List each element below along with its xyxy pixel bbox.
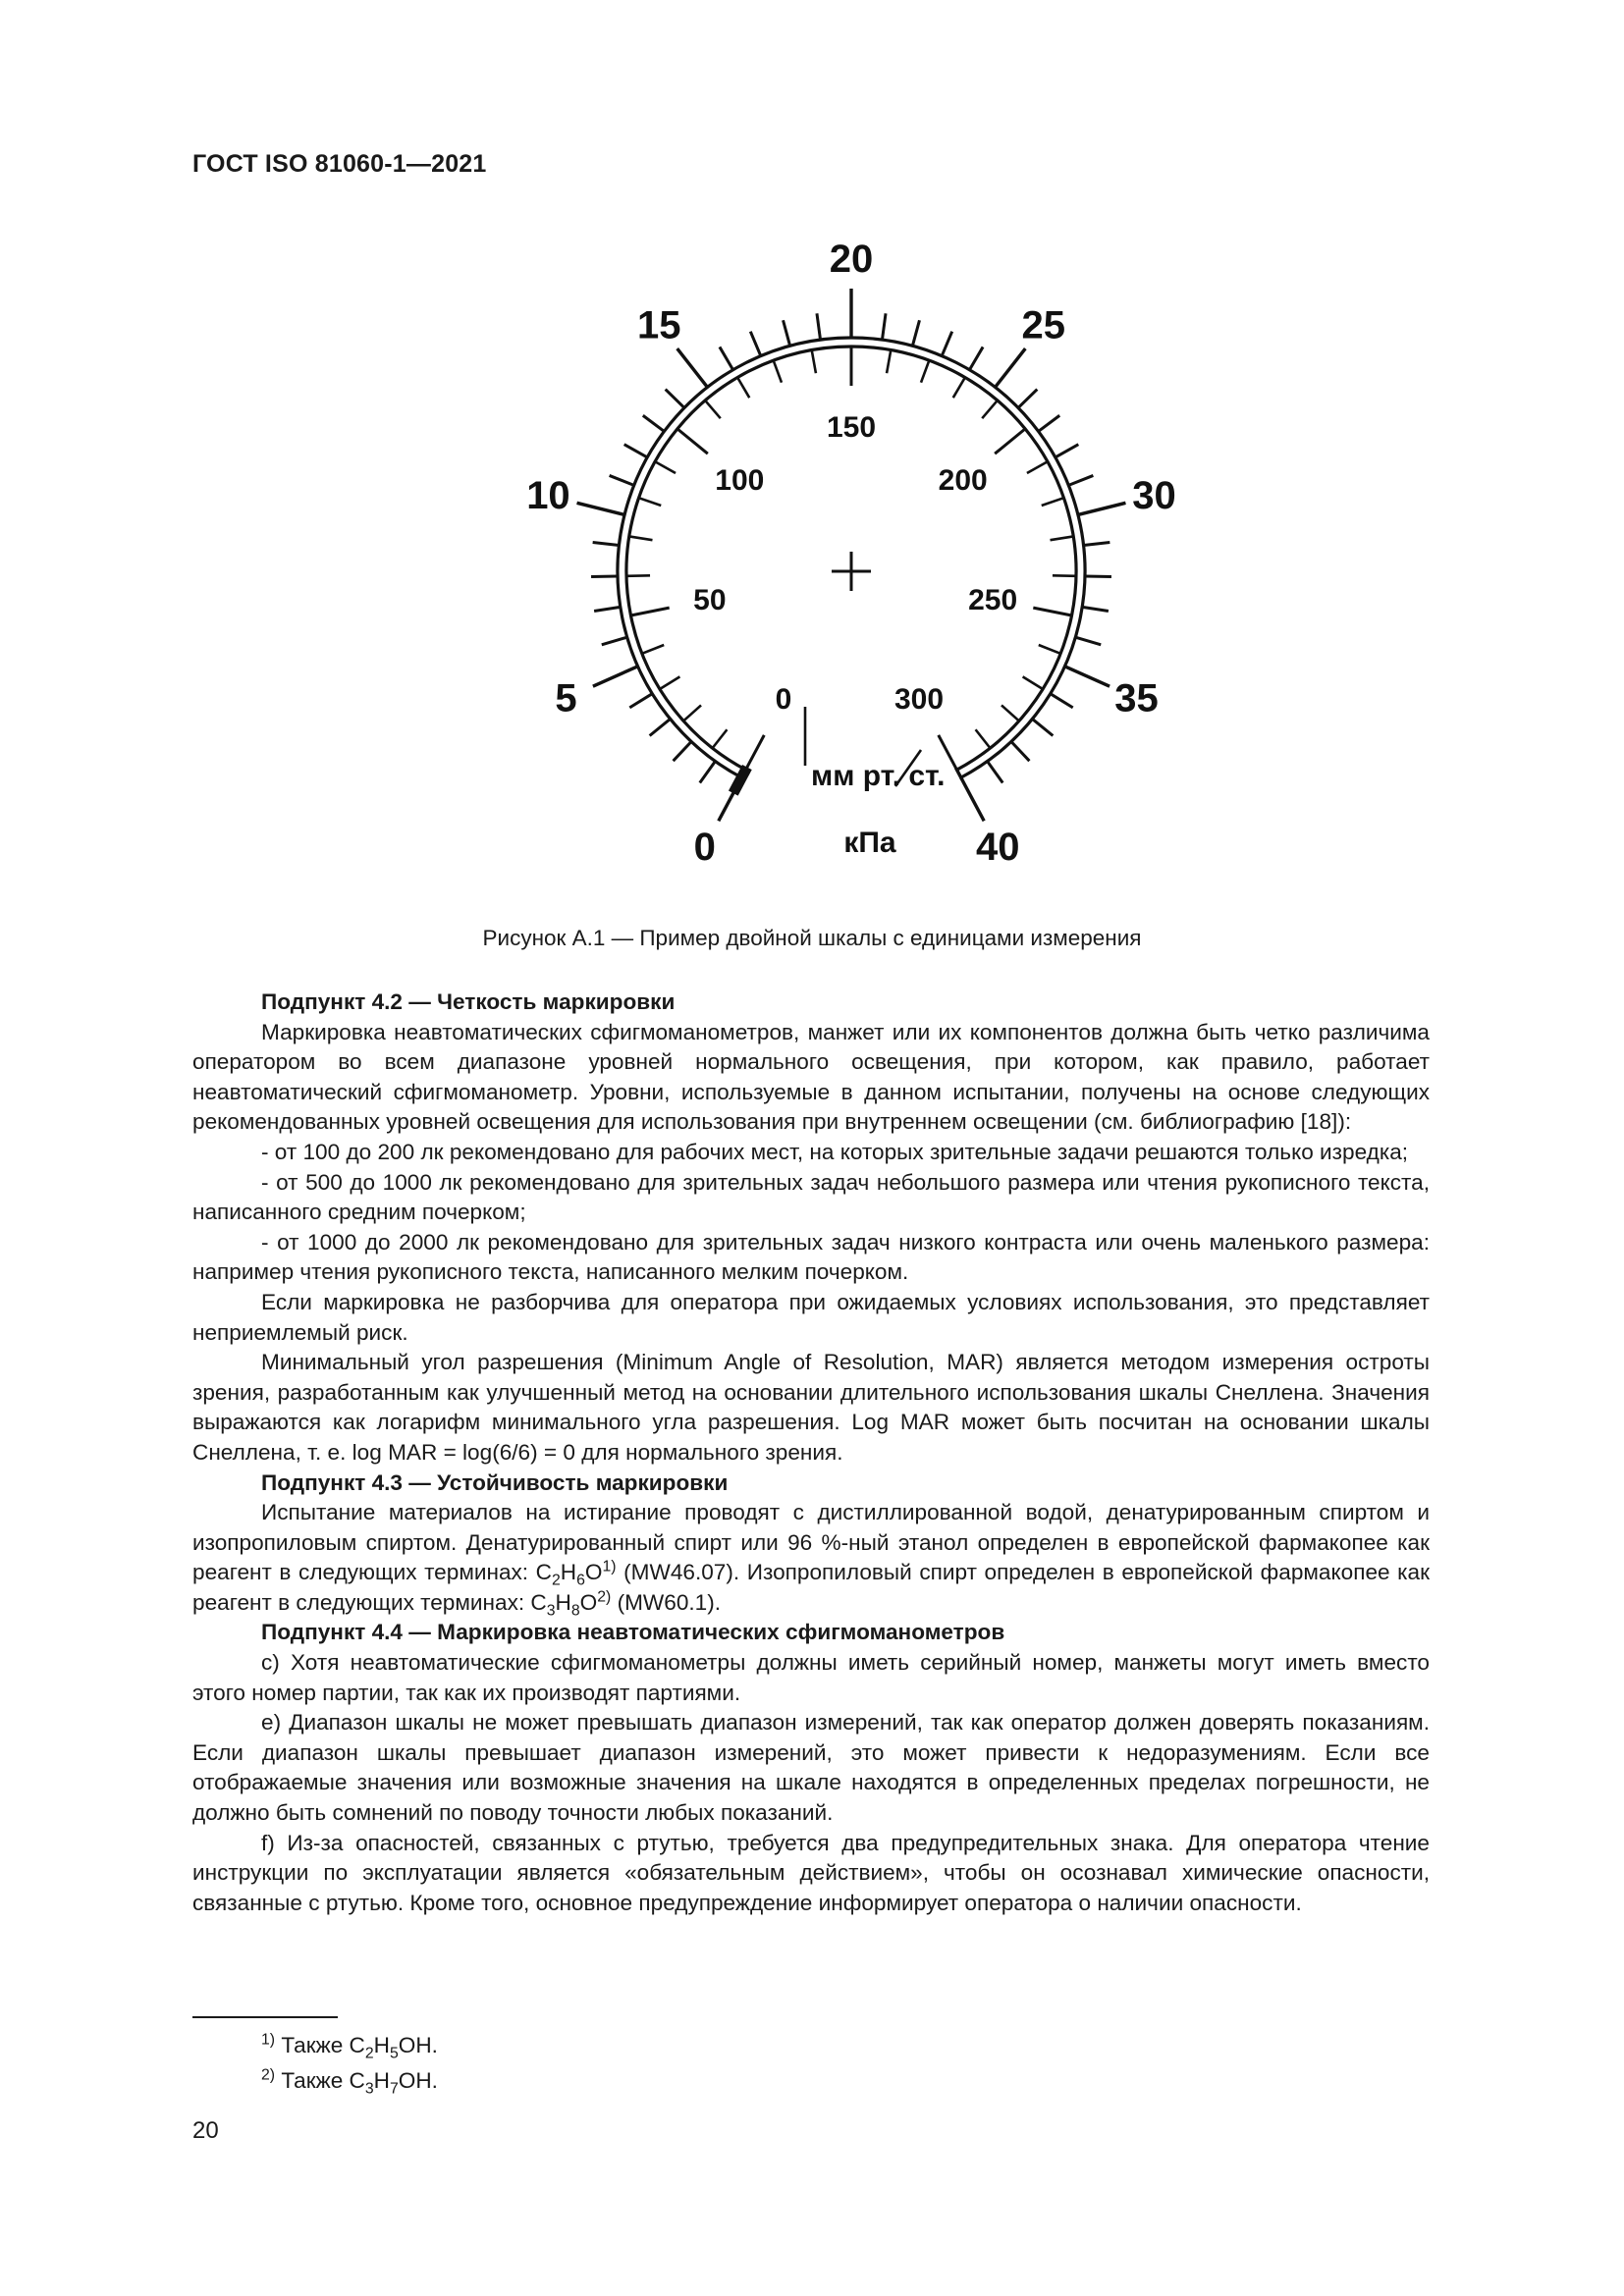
mmhg-scale-label: 300 <box>893 682 945 716</box>
list-item-illuminance-2: - от 500 до 1000 лк рекомендовано для зрительных задач небольшого размера или чтения рукописного текста, написанного средним почерком; <box>192 1169 1430 1225</box>
kpa-minor-tick <box>1018 390 1037 408</box>
kpa-scale-label: 10 <box>526 474 570 518</box>
formula-subscript: 5 <box>389 2045 399 2062</box>
formula-subscript: 7 <box>389 2080 399 2098</box>
mmhg-minor-tick <box>921 360 929 383</box>
kpa-scale-label: 5 <box>555 676 577 721</box>
kpa-minor-tick <box>969 347 983 369</box>
paragraph-mar: Минимальный угол разрешения (Minimum Angle of Resolution, MAR) является методом измерения остроты зрения, разработанным как улучшенный метод на основании длительного использования шкалы Снеллена. Значения выражаются как логарифм минимального угла разрешения. Log MAR может быть посчитан на основании шкалы Снеллена, т. е. log MAR = log(6/6) = 0 для нормального зрения. <box>192 1350 1430 1465</box>
kpa-minor-tick <box>784 320 790 346</box>
page-number: 20 <box>192 2117 219 2144</box>
kpa-major-tick <box>961 777 984 821</box>
formula-element: H <box>560 1560 577 1585</box>
durability-text-c: (MW60.1). <box>611 1589 722 1615</box>
kpa-minor-tick <box>593 542 620 545</box>
kpa-minor-tick <box>700 762 716 783</box>
kpa-minor-tick <box>624 445 648 457</box>
kpa-minor-tick <box>1075 637 1101 645</box>
subsection-4-4-heading: Подпункт 4.4 — Маркировка неавтоматических сфигмоманометров <box>261 1620 1005 1645</box>
kpa-minor-tick <box>643 415 665 431</box>
mmhg-minor-tick <box>705 400 721 418</box>
formula-subscript: 2 <box>552 1572 561 1589</box>
kpa-minor-tick <box>988 762 1003 783</box>
mmhg-minor-tick <box>976 729 991 748</box>
footnote-marker: 2) <box>261 2066 276 2084</box>
mmhg-minor-tick <box>713 729 728 748</box>
paragraph-e: e) Диапазон шкалы не может превышать диапазон измерений, так как оператор должен доверять показаниям. Если диапазон шкалы превышает диапазон измерений, это может привести к недоразумениям. Если все отображаемые значения или возможные значения на шкале находятся в определенных пределах погрешности, не должно быть сомнений по поводу точности любых показаний. <box>192 1710 1430 1826</box>
unit-kpa-label: кПа <box>843 827 896 859</box>
formula-element: OH. <box>398 2033 438 2057</box>
mmhg-minor-tick <box>1051 536 1074 540</box>
kpa-minor-tick <box>1068 475 1093 485</box>
kpa-minor-tick <box>1084 542 1110 545</box>
subsection-4-3-heading: Подпункт 4.3 — Устойчивость маркировки <box>261 1469 729 1495</box>
formula-element: H <box>555 1589 571 1615</box>
kpa-scale-label: 15 <box>636 303 681 347</box>
footnote-1 <box>261 2028 438 2063</box>
footnote-separator <box>192 2016 338 2018</box>
footnote-marker: 1) <box>261 2031 276 2049</box>
mmhg-minor-tick <box>660 676 679 689</box>
kpa-minor-tick <box>674 741 691 761</box>
paragraph-f: f) Из-за опасностей, связанных с ртутью, требуется два предупредительных знака. Для оператора чтение инструкции по эксплуатации является «обязательным действием», чтобы он осознавал химические опасности, связанные с ртутью. Кроме того, основное предупреждение информирует оператора о наличии опасности. <box>192 1830 1430 1915</box>
mmhg-minor-tick <box>1027 461 1048 473</box>
paragraph-risk: Если маркировка не разборчива для оператора при ожидаемых условиях использования, это представляет неприемлемый риск. <box>192 1289 1430 1345</box>
mmhg-minor-tick <box>1001 705 1019 721</box>
footnote-text: Также C <box>275 2033 365 2057</box>
mmhg-minor-tick <box>812 350 816 374</box>
mmhg-major-tick <box>745 735 764 770</box>
mmhg-scale-label: 0 <box>775 682 792 716</box>
kpa-minor-tick <box>594 607 621 611</box>
kpa-minor-tick <box>1082 607 1109 611</box>
paragraph-durability <box>192 1498 1430 1618</box>
durability-text-b: (MW46.07). Изопропиловый спирт определен в европейской фармакопее как реагент в следующих терминах: C <box>192 1560 1430 1615</box>
mmhg-scale-label: 100 <box>715 463 765 497</box>
kpa-minor-tick <box>942 332 951 356</box>
kpa-major-tick <box>1078 503 1126 514</box>
formula-element: O <box>579 1589 598 1615</box>
formula-subscript: 2 <box>364 2045 374 2062</box>
mmhg-minor-tick <box>982 400 998 418</box>
subsection-4-2-heading: Подпункт 4.2 — Четкость маркировки <box>261 989 676 1014</box>
formula-element: O <box>584 1560 603 1585</box>
mmhg-minor-tick <box>629 536 653 540</box>
kpa-minor-tick <box>817 313 821 340</box>
kpa-minor-tick <box>720 347 733 369</box>
mmhg-minor-tick <box>639 498 662 506</box>
mmhg-minor-tick <box>1042 498 1064 506</box>
formula-element: OH. <box>398 2068 438 2093</box>
kpa-scale-label: 30 <box>1132 474 1176 518</box>
kpa-minor-tick <box>1032 719 1053 735</box>
formula-subscript: 3 <box>364 2080 374 2098</box>
mmhg-major-tick <box>1033 608 1071 615</box>
kpa-scale-label: 20 <box>829 238 874 281</box>
kpa-minor-tick <box>1051 694 1073 708</box>
mmhg-minor-tick <box>626 575 650 576</box>
kpa-major-tick <box>1064 667 1110 686</box>
zero-marker <box>733 768 747 793</box>
kpa-scale-label: 25 <box>1021 303 1066 347</box>
kpa-major-tick <box>996 348 1026 387</box>
kpa-minor-tick <box>1011 741 1029 761</box>
kpa-minor-tick <box>650 719 671 735</box>
mmhg-major-tick <box>677 429 708 454</box>
unit-mmhg-label: мм рт. ст. <box>811 760 946 792</box>
kpa-minor-tick <box>1085 576 1111 577</box>
durability-text-a: Испытание материалов на истирание проводят с дистиллированной водой, денатурированным спиртом и изопропиловым спиртом. Денатурированный спирт или 96 %-ный этанол определен в европейской фармакопее как реагент в следующих терминах: C <box>192 1500 1430 1585</box>
mmhg-minor-tick <box>737 377 749 398</box>
paragraph-legibility: Маркировка неавтоматических сфигмоманометров, манжет или их компонентов должна быть четко различима оператором во всем диапазоне уровней нормального освещения, при котором, как правило, работает неавтоматический сфигмоманометр. Уровни, используемые в данном испытании, получены на основе следующих рекомендованных уровней освещения для использования при внутреннем освещении (см. библиографию [18]): <box>192 1019 1430 1135</box>
formula-subscript: 3 <box>546 1602 556 1620</box>
footnote-2 <box>261 2063 438 2099</box>
mmhg-scale-label: 150 <box>826 411 877 444</box>
kpa-scale-label: 0 <box>693 825 716 869</box>
mmhg-minor-tick <box>642 645 664 654</box>
mmhg-minor-tick <box>953 377 965 398</box>
kpa-minor-tick <box>610 475 634 485</box>
mmhg-scale-label: 50 <box>693 583 727 616</box>
list-item-illuminance-3: - от 1000 до 2000 лк рекомендовано для зрительных задач низкого контраста или очень маленького размера: например чтения рукописного текста, написанного мелким почерком. <box>192 1229 1430 1285</box>
list-item-illuminance-1: - от 100 до 200 лк рекомендовано для рабочих мест, на которых зрительные задачи решаются только изредка; <box>261 1139 1409 1164</box>
kpa-minor-tick <box>1039 415 1060 431</box>
mmhg-minor-tick <box>1039 645 1060 654</box>
mmhg-minor-tick <box>774 360 782 383</box>
mmhg-minor-tick <box>887 350 891 374</box>
kpa-minor-tick <box>1056 445 1079 457</box>
document-header: ГОСТ ISO 81060-1—2021 <box>192 150 487 178</box>
kpa-minor-tick <box>882 313 886 340</box>
kpa-major-tick <box>677 348 708 387</box>
figure-caption: Рисунок А.1 — Пример двойной шкалы с единицами измерения <box>482 926 1142 950</box>
mmhg-minor-tick <box>1023 676 1043 689</box>
kpa-major-tick <box>577 503 625 514</box>
formula-element: H <box>373 2033 390 2057</box>
kpa-minor-tick <box>912 320 919 346</box>
mmhg-minor-tick <box>655 461 676 473</box>
body-text <box>192 988 1430 1918</box>
kpa-minor-tick <box>666 390 684 408</box>
formula-element: H <box>373 2068 390 2093</box>
kpa-minor-tick <box>591 576 618 577</box>
formula-subscript: 6 <box>576 1572 585 1589</box>
mmhg-minor-tick <box>683 705 701 721</box>
mmhg-major-tick <box>995 429 1025 454</box>
kpa-minor-tick <box>629 694 652 708</box>
formula-subscript: 8 <box>570 1602 580 1620</box>
mmhg-major-tick <box>630 608 669 615</box>
footnote-text: Также C <box>275 2068 365 2093</box>
kpa-minor-tick <box>602 637 627 645</box>
footnotes <box>261 2028 438 2099</box>
paragraph-c: c) Хотя неавтоматические сфигмоманометры должны иметь серийный номер, манжеты могут иметь вместо этого номер партии, так как их производят партиями. <box>192 1650 1430 1705</box>
kpa-scale-label: 35 <box>1114 676 1159 721</box>
footnote-ref-2: 2) <box>597 1588 612 1606</box>
mmhg-minor-tick <box>1053 575 1076 576</box>
footnote-ref-1: 1) <box>602 1558 617 1575</box>
kpa-major-tick <box>593 667 638 686</box>
kpa-scale-label: 40 <box>976 825 1020 869</box>
mmhg-scale-label: 250 <box>968 583 1018 616</box>
kpa-minor-tick <box>750 332 760 356</box>
mmhg-scale-label: 200 <box>938 463 988 497</box>
dual-scale-dial <box>491 216 1237 923</box>
